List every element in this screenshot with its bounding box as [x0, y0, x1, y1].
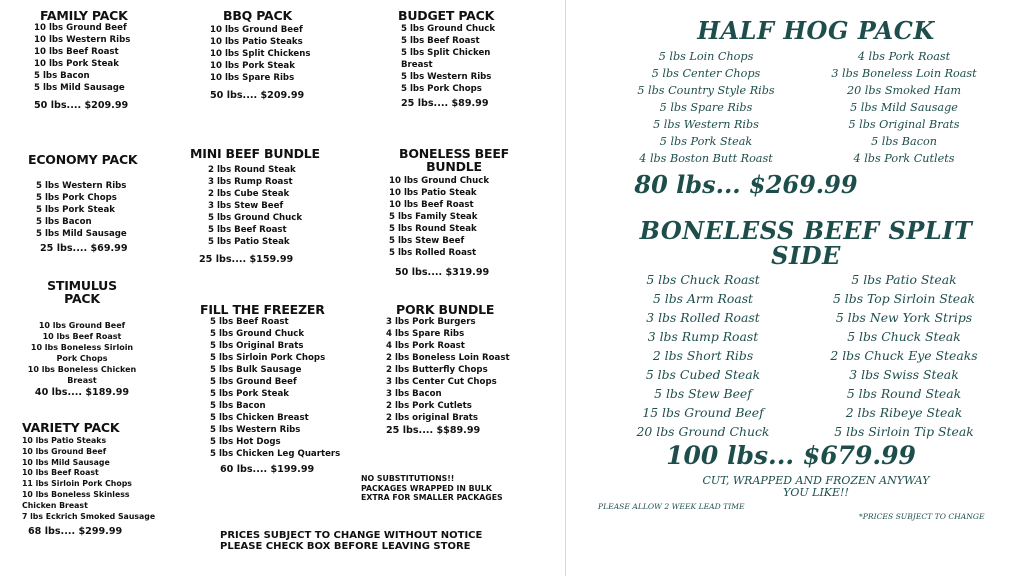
notice-line: NO SUBSTITUTIONS!! [361, 474, 455, 483]
list-item: 5 lbs Stew Beef [654, 386, 752, 401]
list-item: 5 lbs Patio Steak [851, 272, 957, 287]
list-item: 10 lbs Beef Roast [22, 468, 99, 478]
half-hog-left-items [626, 48, 786, 167]
list-item: 5 lbs Beef Roast [208, 225, 287, 235]
split-side-left-items [612, 270, 794, 441]
list-item: 5 lbs Bacon [34, 71, 90, 81]
list-item: 5 lbs Ground Chuck [208, 213, 303, 223]
list-item: 3 lbs Rump Roast [208, 177, 293, 187]
stimulus-pack [20, 279, 144, 399]
pack-price: 50 lbs.... $319.99 [395, 267, 490, 278]
pack-price: 25 lbs.... $$89.99 [386, 425, 481, 436]
list-item: 5 lbs Mild Sausage [36, 229, 127, 239]
pack-items [22, 436, 182, 522]
pack-title: MINI BEEF BUNDLE [190, 146, 320, 161]
pack-title: PORK BUNDLE [396, 302, 495, 317]
list-item: 10 lbs Patio Steaks [22, 436, 107, 445]
list-item: 5 lbs Pork Chops [36, 193, 117, 203]
list-item: 5 lbs Pork Steak [210, 389, 289, 399]
list-item: Pork Chops [56, 354, 108, 363]
pack-items [20, 320, 144, 386]
pack-items [384, 175, 524, 259]
list-item: 5 lbs Cubed Steak [645, 367, 761, 382]
list-item: 10 lbs Ground Beef [210, 25, 303, 35]
list-item: 5 lbs New York Strips [835, 310, 973, 325]
list-item: 5 lbs Round Steak [389, 224, 477, 234]
list-item: 5 lbs Pork Steak [36, 205, 115, 215]
variety-pack [22, 421, 182, 538]
list-item: 10 lbs Pork Steak [210, 61, 295, 71]
list-item: 5 lbs Bulk Sausage [210, 365, 302, 375]
list-item: 5 lbs Chicken Leg Quarters [210, 449, 341, 459]
list-item: 2 lbs original Brats [386, 413, 479, 423]
list-item: 10 lbs Spare Ribs [210, 73, 295, 83]
pack-items [210, 24, 350, 84]
list-item: 5 lbs Country Style Ribs [637, 84, 775, 97]
list-item: 4 lbs Boston Butt Roast [639, 152, 773, 165]
list-item: 2 lbs Short Ribs [652, 348, 754, 363]
list-item: 3 lbs Center Cut Chops [386, 377, 497, 387]
list-item: 5 lbs Western Ribs [36, 181, 127, 191]
list-item: 5 lbs Chuck Steak [847, 329, 961, 344]
list-item: 20 lbs Ground Chuck [636, 424, 770, 439]
list-item: 7 lbs Eckrich Smoked Sausage [22, 511, 156, 521]
list-item: 15 lbs Ground Beef [642, 405, 764, 420]
list-item: 4 lbs Pork Roast [386, 341, 465, 351]
list-item: 4 lbs Spare Ribs [386, 329, 465, 339]
list-item: 5 lbs Center Chops [651, 67, 761, 80]
list-item: 5 lbs Spare Ribs [659, 101, 753, 114]
list-item: 5 lbs Family Steak [389, 212, 478, 222]
split-side-right-items [812, 270, 996, 441]
list-item: Breast [401, 60, 433, 70]
pack-title: FILL THE FREEZER [200, 302, 325, 317]
list-item: 5 lbs Loin Chops [658, 50, 754, 63]
notice-line: EXTRA FOR SMALLER PACKAGES [361, 493, 503, 502]
list-item: 2 lbs Butterfly Chops [386, 365, 488, 375]
list-item: 10 lbs Boneless Skinless [22, 489, 130, 499]
list-item: 10 lbs Beef Roast [34, 47, 119, 57]
list-item: 5 lbs Hot Dogs [210, 437, 281, 447]
title-line: BONELESS BEEF SPLIT [639, 216, 973, 245]
list-item: 10 lbs Pork Steak [34, 59, 119, 69]
list-item: 5 lbs Original Brats [848, 118, 960, 131]
half-hog-title: HALF HOG PACK [697, 16, 935, 45]
pack-price: 50 lbs.... $209.99 [34, 100, 129, 111]
pack-price: 40 lbs.... $189.99 [34, 387, 130, 398]
pack-title: BBQ PACK [223, 8, 292, 23]
list-item: 2 lbs Boneless Loin Roast [386, 353, 510, 363]
half-hog-right-items [824, 48, 984, 167]
pack-price: 25 lbs.... $159.99 [199, 254, 294, 265]
pack-items [34, 22, 184, 94]
list-item: 20 lbs Smoked Ham [847, 84, 961, 97]
list-item: 4 lbs Pork Cutlets [853, 152, 955, 165]
footer-notice [220, 530, 482, 552]
mini-beef-bundle [190, 147, 330, 266]
list-item: 5 lbs Bacon [871, 135, 937, 148]
list-item: 2 lbs Chuck Eye Steaks [830, 348, 978, 363]
list-item: 5 lbs Bacon [210, 401, 266, 411]
split-side-title [566, 218, 1024, 268]
list-item: 3 lbs Swiss Steak [849, 367, 959, 382]
pack-title [20, 279, 144, 305]
list-item: 2 lbs Round Steak [208, 165, 296, 175]
pork-bundle [386, 303, 536, 437]
pack-title-line: PACK [64, 291, 100, 306]
list-item: 3 lbs Rolled Roast [646, 310, 760, 325]
list-item: 2 lbs Cube Steak [208, 189, 290, 199]
notice-line: PRICES SUBJECT TO CHANGE WITHOUT NOTICE [220, 530, 483, 541]
list-item: 5 lbs Sirloin Pork Chops [210, 353, 326, 363]
list-item: 3 lbs Pork Burgers [386, 317, 476, 327]
pack-title-line: BONELESS BEEF [399, 146, 509, 161]
list-item: 5 lbs Arm Roast [652, 291, 754, 306]
pack-title: ECONOMY PACK [28, 152, 138, 167]
list-item: 5 lbs Beef Roast [401, 36, 480, 46]
bbq-pack [210, 9, 350, 102]
list-item: 5 lbs Mild Sausage [850, 101, 958, 114]
pack-items [386, 316, 536, 424]
list-item: 5 lbs Pork Chops [401, 84, 482, 94]
list-item: 10 lbs Beef Roast [42, 332, 122, 341]
pack-price: 68 lbs.... $299.99 [28, 526, 123, 538]
list-item: 5 lbs Top Sirloin Steak [832, 291, 976, 306]
split-side-price: 100 lbs... $679.99 [666, 441, 916, 470]
list-item: 10 lbs Boneless Chicken [27, 365, 137, 374]
pack-items [28, 180, 178, 240]
pack-title: VARIETY PACK [22, 420, 120, 435]
list-item: 11 lbs Sirloin Pork Chops [22, 479, 132, 489]
pack-items [190, 164, 330, 248]
list-item: Breast [67, 376, 97, 385]
list-item: 10 lbs Patio Steak [389, 188, 477, 198]
list-item: 10 lbs Ground Chuck [389, 176, 490, 186]
pack-items [200, 316, 355, 460]
economy-pack [28, 153, 178, 255]
list-item: 2 lbs Pork Cutlets [386, 401, 472, 411]
list-item: 10 lbs Ground Beef [22, 446, 107, 456]
list-item: 5 lbs Mild Sausage [34, 83, 125, 93]
list-item: 5 lbs Western Ribs [210, 425, 301, 435]
list-item: 5 lbs Chicken Breast [210, 413, 309, 423]
family-pack [34, 9, 184, 112]
pack-price: 25 lbs.... $69.99 [40, 243, 128, 254]
list-item: 5 lbs Pork Steak [659, 135, 753, 148]
notice-line: PACKAGES WRAPPED IN BULK [361, 483, 492, 493]
list-item: 10 lbs Patio Steaks [210, 37, 303, 47]
list-item: 10 lbs Ground Beef [38, 321, 126, 330]
list-item: 5 lbs Patio Steak [208, 237, 290, 247]
boneless-beef-bundle [384, 147, 524, 279]
notice-line: PLEASE CHECK BOX BEFORE LEAVING STORE [220, 541, 471, 552]
pack-price: 60 lbs.... $199.99 [220, 464, 315, 475]
right-panel [566, 0, 1024, 576]
pack-title: BUDGET PACK [398, 8, 495, 23]
list-item: 5 lbs Western Ribs [653, 118, 759, 131]
list-item: 5 lbs Split Chicken [401, 48, 491, 58]
budget-pack [398, 9, 528, 110]
list-item: 5 lbs Chuck Roast [646, 272, 760, 287]
list-item: 5 lbs Ground Beef [210, 377, 297, 387]
fill-the-freezer [200, 303, 355, 476]
list-item: Chicken Breast [22, 500, 88, 510]
pack-title-line: STIMULUS [47, 278, 117, 293]
list-item: 3 lbs Boneless Loin Roast [831, 67, 977, 80]
list-item: 4 lbs Pork Roast [857, 50, 951, 63]
half-hog-price: 80 lbs... $269.99 [634, 170, 858, 199]
list-item: 3 lbs Bacon [386, 389, 442, 399]
list-item: 5 lbs Bacon [36, 217, 92, 227]
list-item: 10 lbs Split Chickens [210, 49, 311, 59]
list-item: 10 lbs Ground Beef [34, 23, 127, 33]
list-item: 3 lbs Rump Roast [647, 329, 759, 344]
split-side-tagline [566, 475, 1024, 499]
pack-price: 50 lbs.... $209.99 [210, 90, 305, 101]
list-item: 10 lbs Boneless Sirloin [30, 343, 134, 352]
substitutions-notice [361, 474, 503, 503]
title-line: SIDE [771, 241, 841, 270]
tagline-line: CUT, WRAPPED AND FROZEN ANYWAY [702, 474, 930, 487]
pack-title-line: BUNDLE [426, 159, 482, 174]
list-item: 5 lbs Rolled Roast [389, 248, 477, 258]
lead-time-note: PLEASE ALLOW 2 WEEK LEAD TIME [598, 502, 745, 511]
list-item: 5 lbs Sirloin Tip Steak [834, 424, 974, 439]
pack-title [384, 147, 524, 173]
list-item: 10 lbs Western Ribs [34, 35, 131, 45]
pack-title: FAMILY PACK [40, 8, 128, 23]
list-item: 2 lbs Ribeye Steak [845, 405, 963, 420]
pack-price: 25 lbs.... $89.99 [401, 98, 489, 109]
list-item: 5 lbs Ground Chuck [210, 329, 305, 339]
tagline-line: YOU LIKE!! [783, 486, 849, 499]
list-item: 5 lbs Beef Roast [210, 317, 289, 327]
list-item: 5 lbs Ground Chuck [401, 24, 496, 34]
list-item: 10 lbs Beef Roast [389, 200, 474, 210]
list-item: 3 lbs Stew Beef [208, 201, 284, 211]
list-item: 5 lbs Western Ribs [401, 72, 492, 82]
list-item: 5 lbs Stew Beef [389, 236, 465, 246]
list-item: 5 lbs Round Steak [846, 386, 962, 401]
list-item: 10 lbs Mild Sausage [22, 457, 110, 467]
prices-change-note: *PRICES SUBJECT TO CHANGE [859, 512, 985, 521]
list-item: 5 lbs Original Brats [210, 341, 304, 351]
pack-items [398, 23, 528, 95]
